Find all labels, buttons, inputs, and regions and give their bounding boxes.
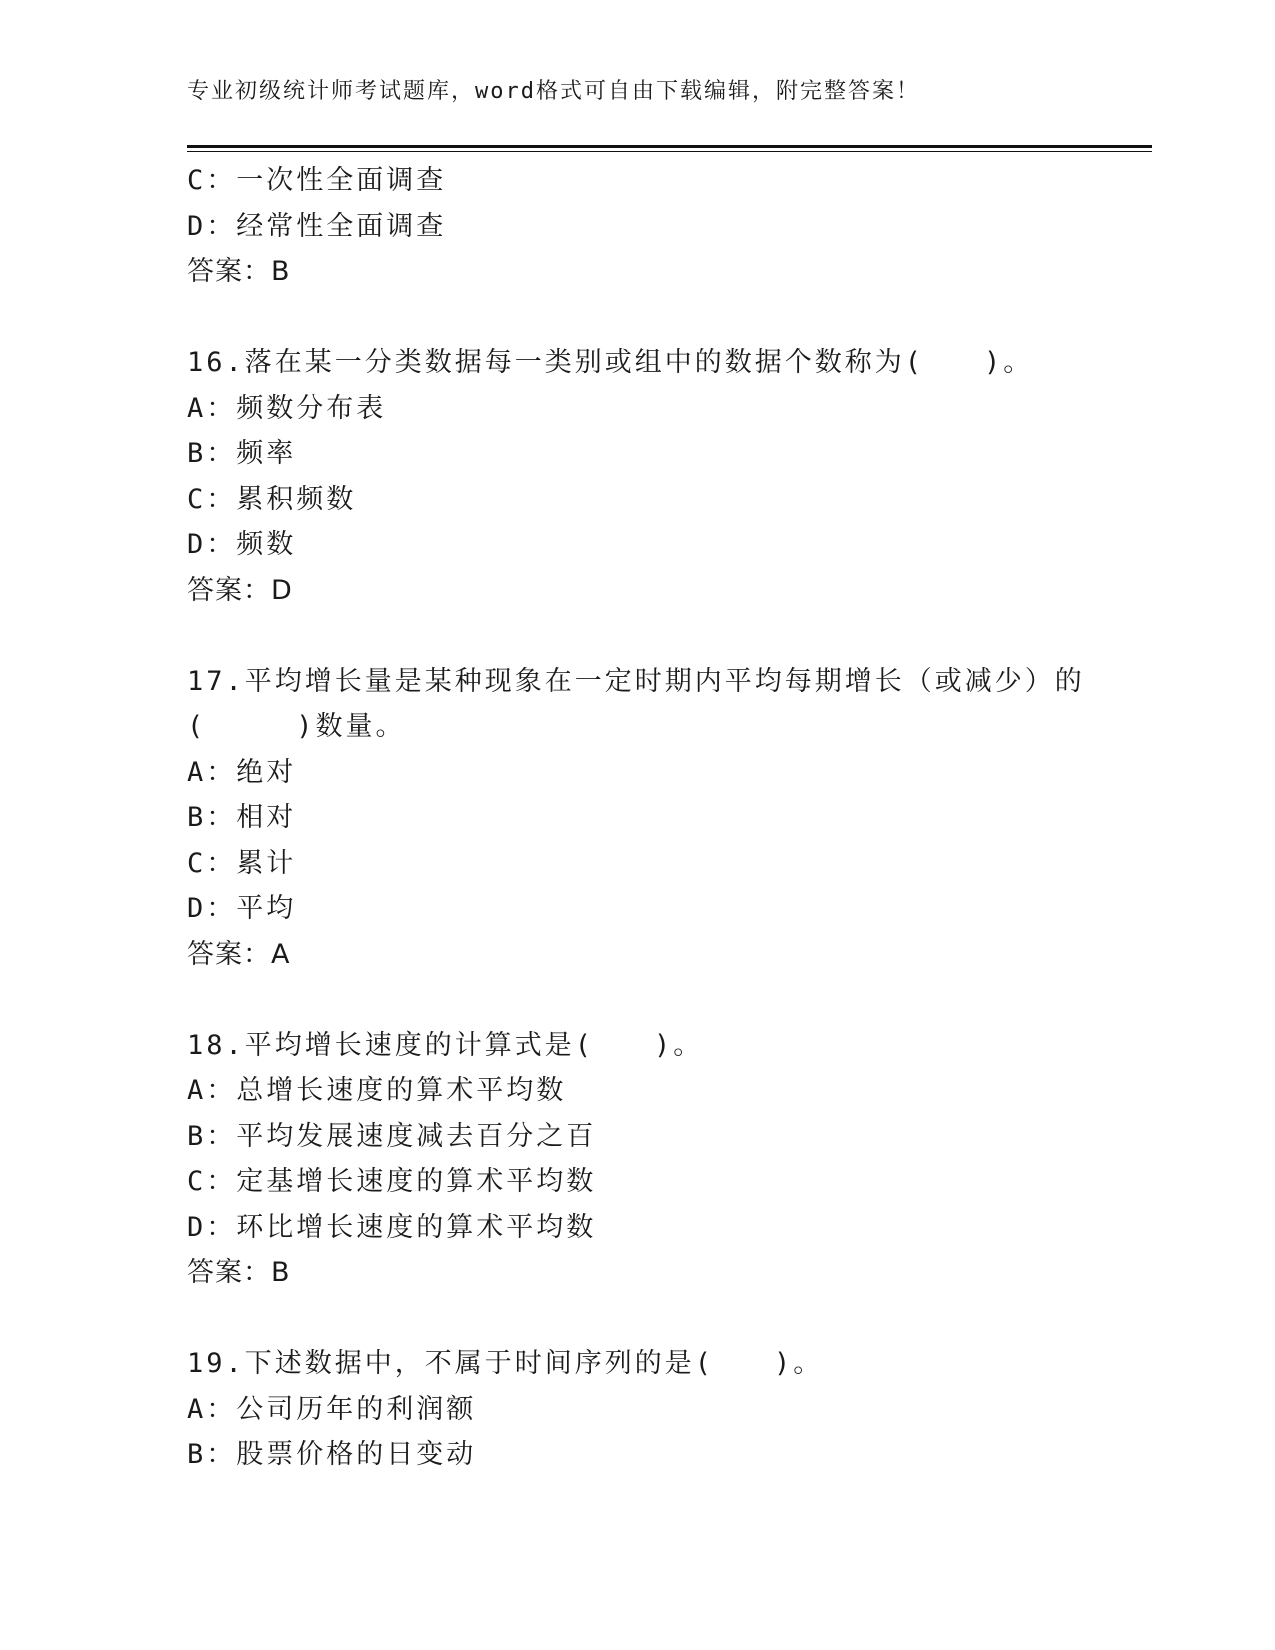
header-rule-thin: [187, 151, 1152, 152]
option-line: A：总增长速度的算术平均数: [187, 1075, 567, 1106]
option-line: D：环比增长速度的算术平均数: [187, 1211, 597, 1243]
header-rule-thick: [187, 145, 1152, 148]
option-line: A：公司历年的利润额: [187, 1393, 477, 1425]
option-line: C：累积频数: [187, 483, 357, 515]
option-line: D：频数: [187, 529, 297, 560]
question-text: 18.平均增长速度的计算式是( )。: [187, 1029, 704, 1061]
answer-line: 答案：A: [187, 938, 291, 970]
option-line: B：股票价格的日变动: [187, 1439, 477, 1470]
page-header: 专业初级统计师考试题库，word格式可自由下载编辑，附完整答案！: [187, 79, 920, 104]
option-line: B：相对: [187, 802, 297, 833]
option-line: C：定基增长速度的算术平均数: [187, 1166, 597, 1197]
question-content: [187, 158, 1087, 1478]
question-text: 16.落在某一分类数据每一类别或组中的数据个数称为( )。: [187, 347, 1034, 378]
option-line: B：频率: [187, 438, 297, 469]
option-line: C：累计: [187, 847, 297, 879]
question-text: 19.下述数据中，不属于时间序列的是( )。: [187, 1348, 824, 1379]
option-line: D：经常性全面调查: [187, 210, 447, 242]
answer-line: 答案：B: [187, 256, 291, 287]
answer-line: 答案：D: [187, 574, 293, 606]
option-line: D：平均: [187, 893, 297, 924]
option-line: A：绝对: [187, 756, 297, 788]
question-text: ( )数量。: [187, 711, 406, 742]
option-line: A：频数分布表: [187, 392, 387, 424]
question-text: 17.平均增长量是某种现象在一定时期内平均每期增长（或减少）的: [187, 665, 1085, 697]
option-line: C：一次性全面调查: [187, 165, 447, 196]
option-line: B：平均发展速度减去百分之百: [187, 1120, 597, 1152]
answer-line: 答案：B: [187, 1257, 291, 1288]
